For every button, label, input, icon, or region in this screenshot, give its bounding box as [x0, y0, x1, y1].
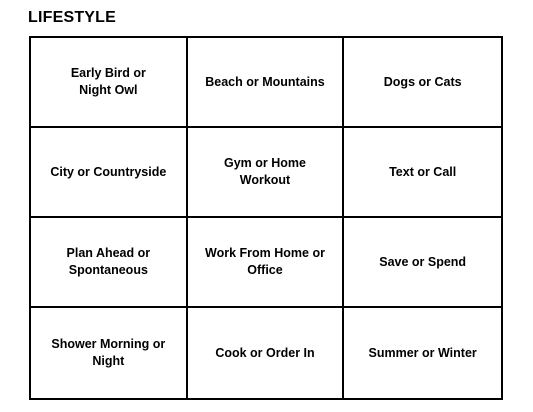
- cell-label: Beach or Mountains: [205, 74, 325, 89]
- grid-cell: [344, 128, 501, 218]
- grid-cell: [188, 38, 345, 128]
- cell-label: Shower Morning or Night: [51, 337, 166, 368]
- cell-label: Gym or Home Workout: [224, 156, 306, 187]
- grid-cell: [31, 128, 188, 218]
- grid-cell: [188, 308, 345, 398]
- grid-cell: [31, 38, 188, 128]
- grid-cell: [31, 218, 188, 308]
- cell-label: Plan Ahead or Spontaneous: [66, 246, 151, 277]
- grid-cell: [31, 308, 188, 398]
- cell-label: Text or Call: [389, 164, 457, 179]
- page-title: LIFESTYLE: [28, 9, 117, 26]
- grid-cell: [344, 38, 501, 128]
- cell-label: Dogs or Cats: [383, 74, 462, 89]
- cell-label: Cook or Order In: [215, 345, 315, 360]
- cell-label: Work From Home or Office: [205, 246, 325, 277]
- cell-label: Summer or Winter: [368, 345, 477, 360]
- grid-cell: [188, 218, 345, 308]
- cell-label: City or Countryside: [50, 164, 167, 179]
- grid-cell: [344, 308, 501, 398]
- lifestyle-grid: [29, 36, 503, 400]
- cell-label: Early Bird or Night Owl: [70, 66, 146, 97]
- cell-label: Save or Spend: [379, 254, 467, 269]
- grid-cell: [188, 128, 345, 218]
- grid-cell: [344, 218, 501, 308]
